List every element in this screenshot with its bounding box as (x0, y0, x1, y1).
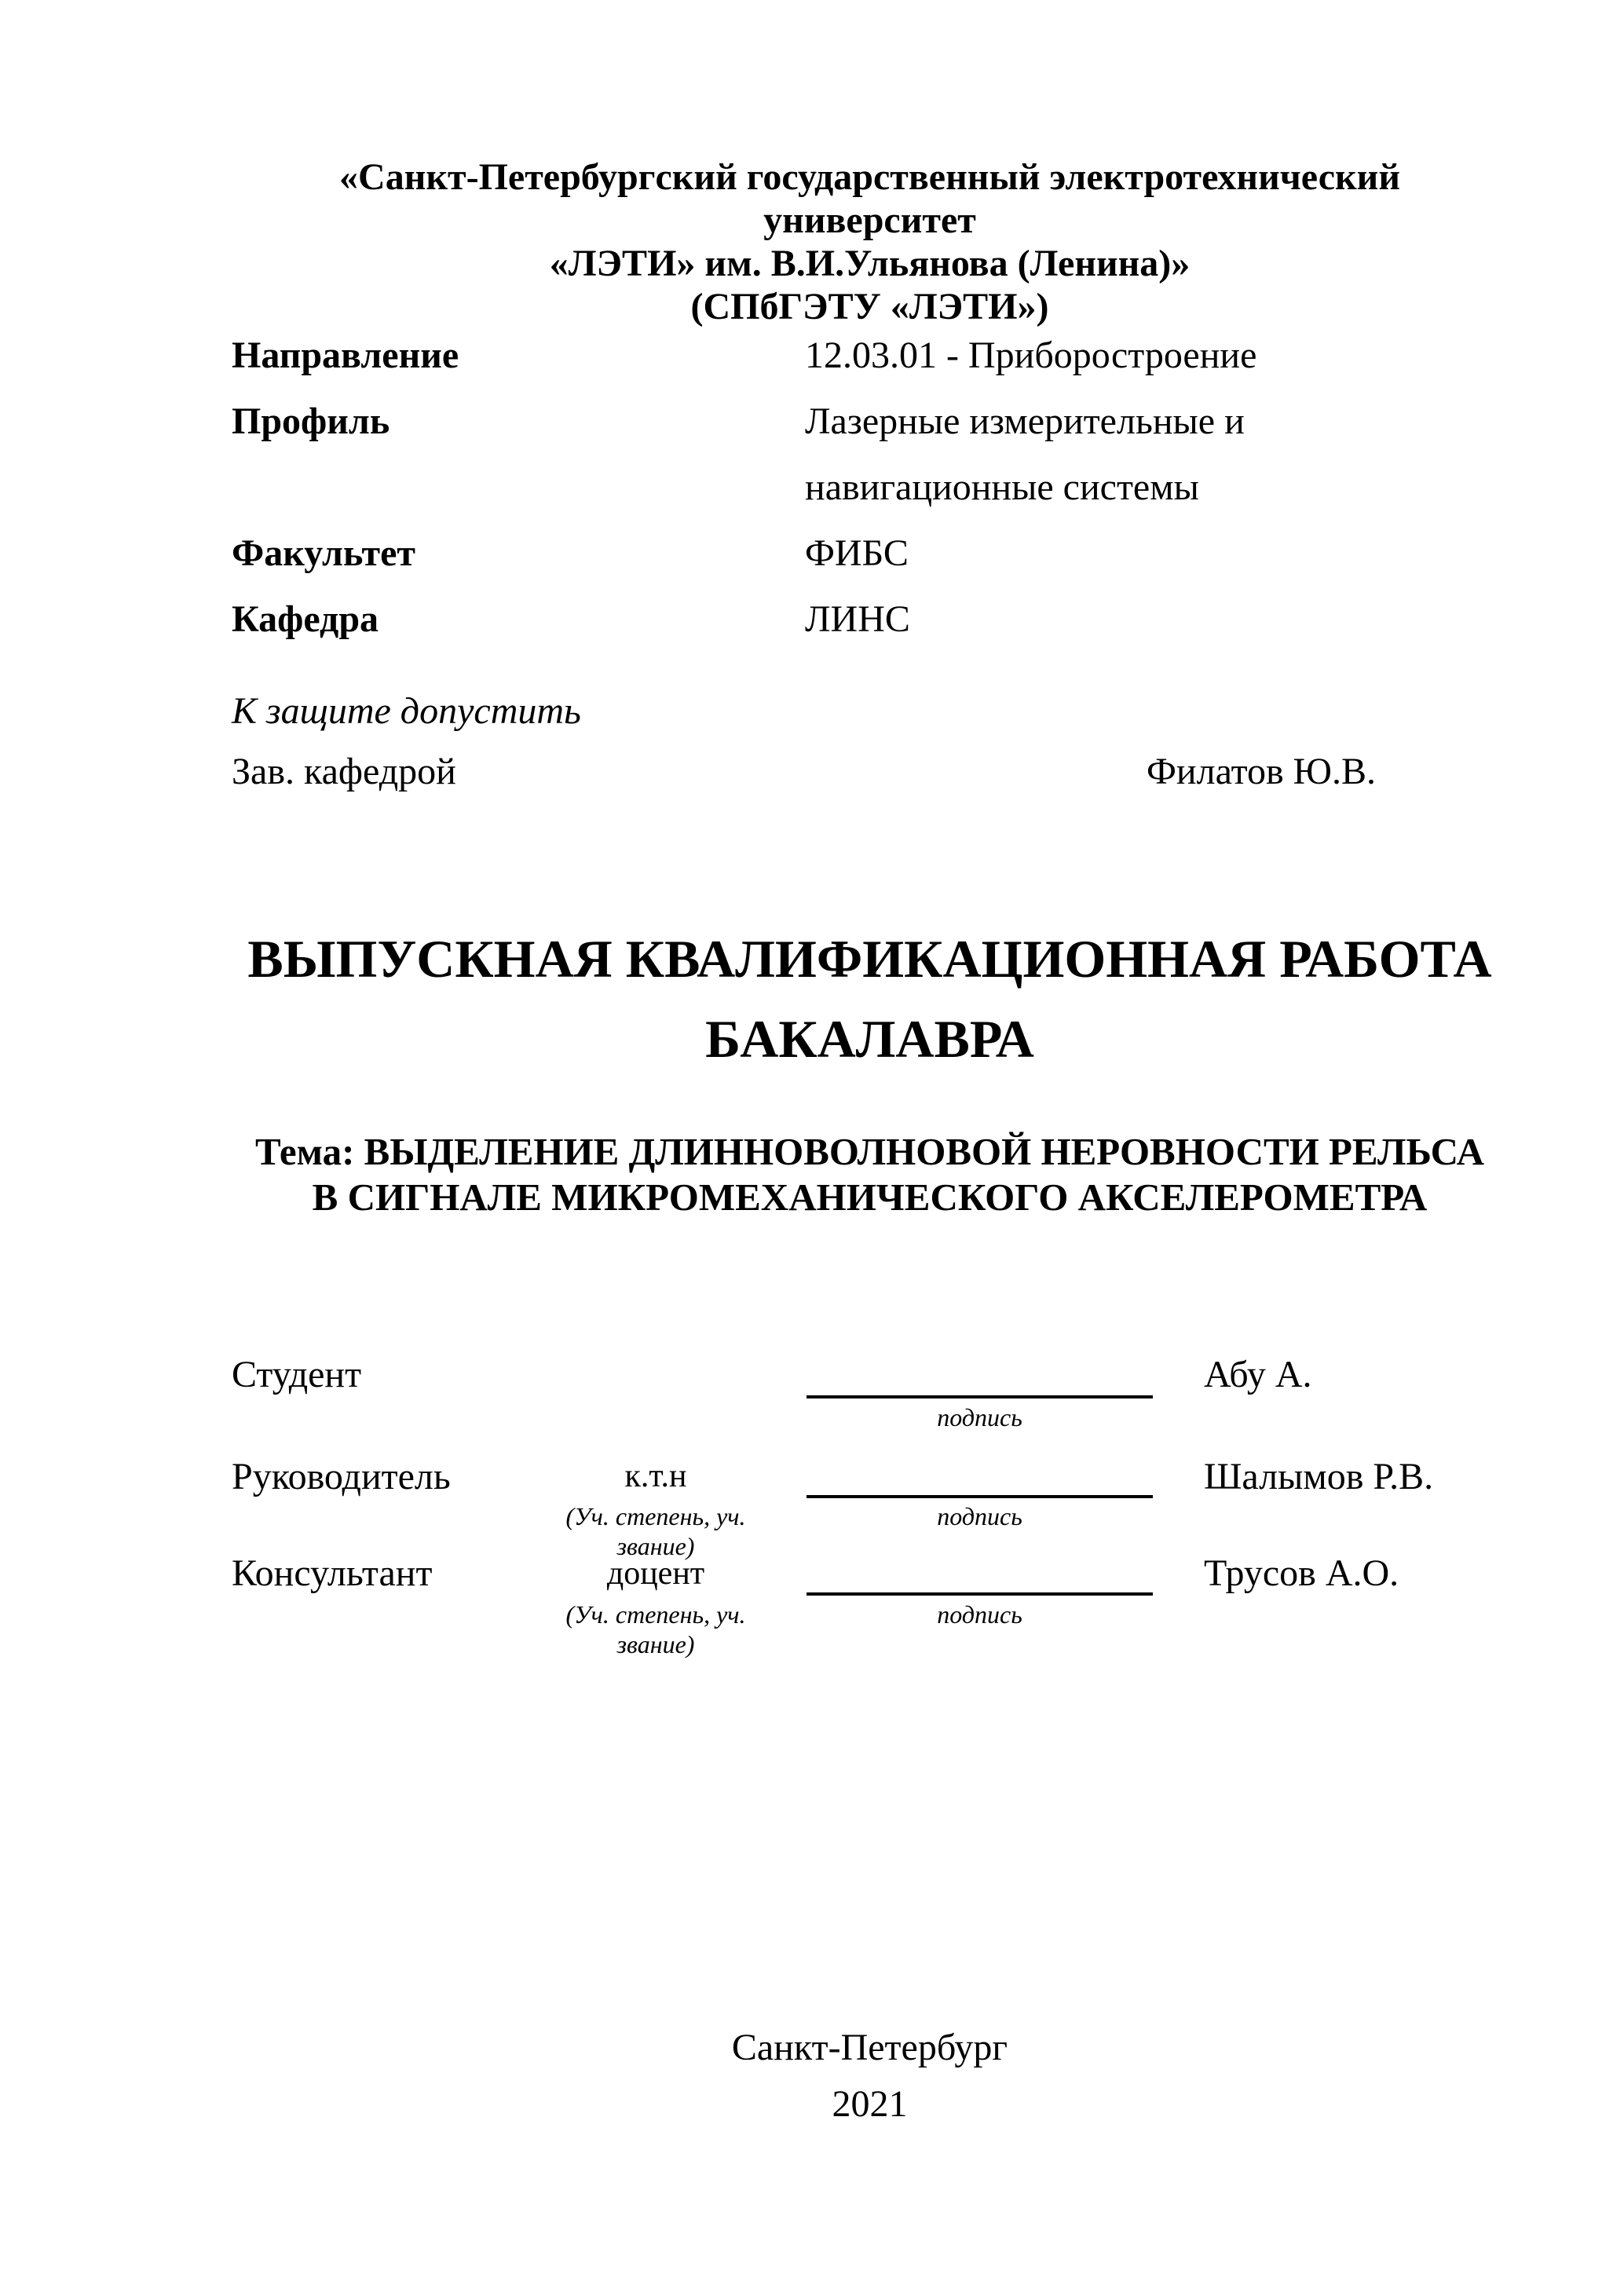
footer (232, 2020, 1508, 2133)
thesis-theme-line2: В СИГНАЛЕ МИКРОМЕХАНИЧЕСКОГО АКСЕЛЕРОМЕТРА (312, 1175, 1428, 1219)
consultant-name: Трусов А.О. (1204, 1552, 1399, 1594)
thesis-theme-line1: Тема: ВЫДЕЛЕНИЕ ДЛИННОВОЛНОВОЙ НЕРОВНОСТИ РЕЛЬСА (255, 1130, 1484, 1173)
field-row-faculty (232, 521, 1508, 587)
student-signature-line (807, 1395, 1153, 1398)
department-head-name: Филатов Ю.В. (1147, 751, 1376, 792)
supervisor-signature-caption: подпись (937, 1502, 1022, 1530)
university-name-line1: «Санкт-Петербургский государственный электротехнический университет (339, 156, 1400, 241)
supervisor-degree: к.т.н (624, 1458, 687, 1494)
direction-label: Направление (232, 335, 459, 376)
consultant-degree-caption: (Уч. степень, уч. звание) (565, 1600, 746, 1658)
work-title-line1: ВЫПУСКНАЯ КВАЛИФИКАЦИОННАЯ РАБОТА (247, 929, 1492, 989)
university-header (232, 155, 1508, 328)
student-role-label: Студент (232, 1354, 362, 1395)
profile-label: Профиль (232, 400, 390, 442)
consultant-degree: доцент (606, 1556, 705, 1592)
consultant-signature-line (807, 1592, 1153, 1596)
faculty-value: ФИБС (805, 532, 909, 574)
profile-label-spacer (232, 455, 805, 521)
direction-value: 12.03.01 - Приборостроение (805, 335, 1257, 376)
supervisor-name: Шалымов Р.В. (1204, 1456, 1434, 1497)
field-row-profile (232, 389, 1508, 455)
student-name: Абу А. (1204, 1354, 1312, 1395)
field-row-profile-cont (232, 455, 1508, 521)
department-value: ЛИНС (805, 598, 910, 640)
profile-value-line2: навигационные системы (805, 466, 1199, 508)
footer-year: 2021 (832, 2083, 908, 2125)
work-title-line2: БАКАЛАВРА (705, 1009, 1034, 1069)
department-head-label: Зав. кафедрой (232, 751, 456, 792)
supervisor-degree-caption: (Уч. степень, уч. звание) (565, 1502, 746, 1560)
department-label: Кафедра (232, 598, 379, 640)
consultant-role-label: Консультант (232, 1552, 433, 1594)
program-fields (232, 323, 1508, 653)
work-title (232, 919, 1508, 1079)
footer-city: Санкт-Петербург (731, 2027, 1008, 2068)
thesis-theme (232, 1129, 1508, 1220)
consultant-signature-caption: подпись (937, 1600, 1022, 1629)
profile-value-line1: Лазерные измерительные и (805, 400, 1245, 442)
university-abbreviation: (СПбГЭТУ «ЛЭТИ») (690, 286, 1049, 327)
field-row-department (232, 587, 1508, 653)
field-row-direction (232, 323, 1508, 389)
supervisor-role-label: Руководитель (232, 1456, 451, 1497)
supervisor-signature-line (807, 1495, 1153, 1498)
faculty-label: Факультет (232, 532, 415, 574)
university-name-line2: «ЛЭТИ» им. В.И.Ульянова (Ленина)» (549, 243, 1191, 284)
student-signature-caption: подпись (937, 1403, 1022, 1431)
admit-to-defense-statement: К защите допустить (232, 690, 581, 732)
